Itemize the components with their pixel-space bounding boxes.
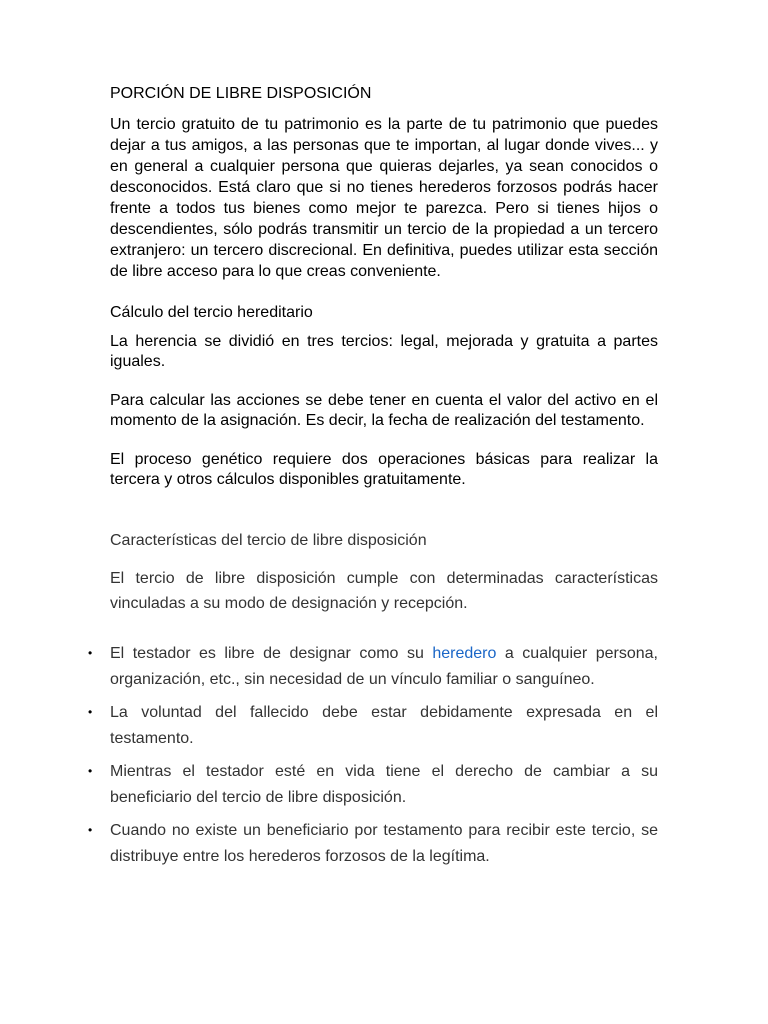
- list-item: [88, 759, 658, 810]
- intro-paragraph: Un tercio gratuito de tu patrimonio es la parte de tu patrimonio que puedes dejar a tus amigos, a las personas que te importan, al lugar donde vives... y en general a cualquier persona que quieras dejarles, ya sean conocidos o desconocidos. Está claro que si no tienes herederos forzosos podrás hacer frente a todos tus bienes como mejor te parezca. Pero si tienes hijos o descendientes, sólo podrás transmitir un tercio de la propiedad a un tercero extranjero: un tercero discrecional. En definitiva, puedes utilizar esta sección de libre acceso para lo que creas conveniente.: [110, 116, 658, 280]
- features-list: [88, 641, 658, 869]
- list-item: [88, 818, 658, 869]
- document-page: [88, 84, 658, 877]
- calc-paragraph-2: Para calcular las acciones se debe tener en cuenta el valor del activo en el momento de la asignación. Es decir, la fecha de realización del testamento.: [110, 392, 658, 429]
- list-item: [88, 641, 658, 692]
- document-title: PORCIÓN DE LIBRE DISPOSICIÓN: [110, 85, 372, 102]
- bullet-text: Mientras el testador esté en vida tiene el derecho de cambiar a su beneficiario del tercio de libre disposición.: [110, 763, 658, 806]
- bullet-1-text-before: El testador es libre de designar como su: [110, 645, 433, 662]
- bullet-icon: •: [88, 705, 93, 719]
- heredero-link[interactable]: heredero: [432, 645, 497, 662]
- features-section: [88, 530, 658, 869]
- calc-heading: Cálculo del tercio hereditario: [110, 304, 313, 321]
- bullet-text: La voluntad del fallecido debe estar debidamente expresada en el testamento.: [110, 704, 658, 747]
- list-item: [88, 700, 658, 751]
- features-intro: El tercio de libre disposición cumple con determinadas características vinculadas a su modo de designación y recepción.: [110, 570, 658, 612]
- bullet-icon: •: [88, 823, 93, 837]
- bullet-1-text-after: a cualquier persona, organización, etc., sin necesidad de un vínculo familiar o sanguíneo.: [110, 645, 658, 688]
- features-heading: Características del tercio de libre disposición: [110, 532, 427, 549]
- calc-paragraph-1: La herencia se dividió en tres tercios: legal, mejorada y gratuita a partes iguales.: [110, 333, 658, 370]
- bullet-icon: •: [88, 646, 93, 660]
- bullet-text: Cuando no existe un beneficiario por testamento para recibir este tercio, se distribuye entre los herederos forzosos de la legítima.: [110, 822, 658, 865]
- bullet-icon: •: [88, 764, 93, 778]
- calc-paragraph-3: El proceso genético requiere dos operaciones básicas para realizar la tercera y otros cálculos disponibles gratuitamente.: [110, 451, 658, 488]
